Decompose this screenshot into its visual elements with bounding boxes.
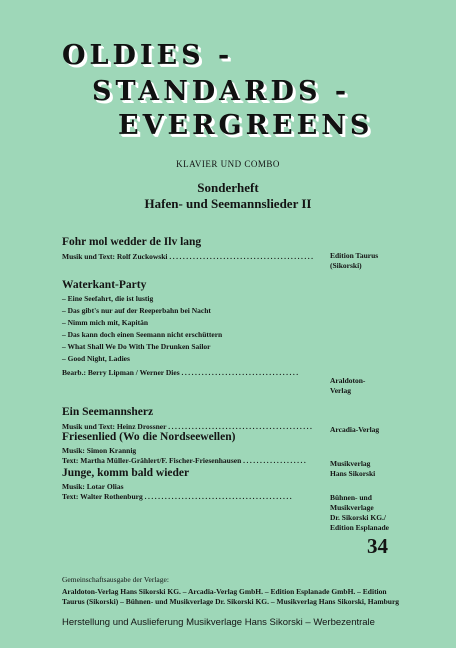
song-title: Waterkant-Party [62,279,147,291]
title-line-2: STANDARDS - [92,76,351,107]
song-entry [62,467,402,532]
song-entry [62,406,402,432]
credit-text: Text: Martha Müller-Grählert/F. Fischer-Friesenhausen [62,456,242,465]
credit-text: Text: Walter Rothenburg [62,492,143,501]
credit-text: Bearb.: Berry Lipman / Werner Dies [62,368,180,377]
instrumentation-label: KLAVIER UND COMBO [176,159,280,169]
medley-item: – Good Night, Ladies [62,354,130,363]
publisher-line: Edition Esplanade [330,523,389,532]
theme-title: Hafen- und Seemannslieder II [144,196,312,211]
song-title: Ein Seemannsherz [62,406,154,418]
medley-item: – Das gibt's nur auf der Reeperbahn bei Nacht [62,306,211,315]
song-title: Friesenlied (Wo die Nordseewellen) [62,431,236,443]
credit-text: Musik und Text: Rolf Zuckowski [62,252,168,261]
song-title: Junge, komm bald wieder [62,467,190,479]
footer-distribution: Herstellung und Auslieferung Musikverlage Hans Sikorski – Werbezentrale [62,617,375,628]
leader-dots: ........................................... [169,252,315,261]
publisher-line: Bühnen- und [330,493,372,502]
publisher-line: Araldoton- [330,376,366,385]
leader-dots: ................................... [181,368,300,377]
special-edition-label: Sonderheft [197,180,259,195]
leader-dots: ........................................... [168,422,314,431]
publisher-line: Verlag [330,386,351,395]
credit-music: Musik: Lotar Olias [62,482,124,491]
title-line-1: OLDIES - [62,40,234,71]
publisher-line: Dr. Sikorski KG./ [330,513,386,522]
publisher-line: (Sikorski) [330,261,362,270]
publisher-line: Arcadia-Verlag [330,425,380,434]
medley-item: – Das kann doch einen Seemann nicht erschüttern [62,330,223,339]
medley-list [62,293,402,365]
publisher [330,251,378,271]
publisher [330,493,389,533]
medley-item: – Eine Seefahrt, die ist lustig [62,294,154,303]
publisher-line: Musikverlage [330,503,374,512]
credit-text: Musik und Text: Heinz Drossner [62,422,167,431]
edition-number: 34 [367,534,388,558]
publisher-line: Edition Taurus [330,251,379,260]
footer-publishers-line-1: Araldoton-Verlag Hans Sikorski KG. – Arcadia-Verlag GmbH. – Edition Esplanade GmbH. – Edition [62,587,387,596]
publisher-line: Musikverlag [330,459,371,468]
title-line-3: EVERGREENS [118,110,374,141]
leader-dots: ................... [243,456,308,465]
leader-dots: ............................................ [144,492,294,501]
footer-publishers-line-2: Taurus (Sikorski) – Bühnen- und Musikverlage Dr. Sikorski KG. – Musikverlag Hans Sikorski, Hamburg [62,597,400,606]
credit-music: Musik: Simon Krannig [62,446,137,455]
publisher [330,376,365,396]
publisher-line: Hans Sikorski [330,469,376,478]
medley-item: – Nimm mich mit, Kapitän [62,318,149,327]
medley-item: – What Shall We Do With The Drunken Sailor [62,342,211,351]
footer-intro: Gemeinschaftsausgabe der Verlage: [62,575,169,584]
song-entry [62,236,402,270]
song-title: Fohr mol wedder de Ilv lang [62,236,202,248]
song-entry [62,279,402,395]
